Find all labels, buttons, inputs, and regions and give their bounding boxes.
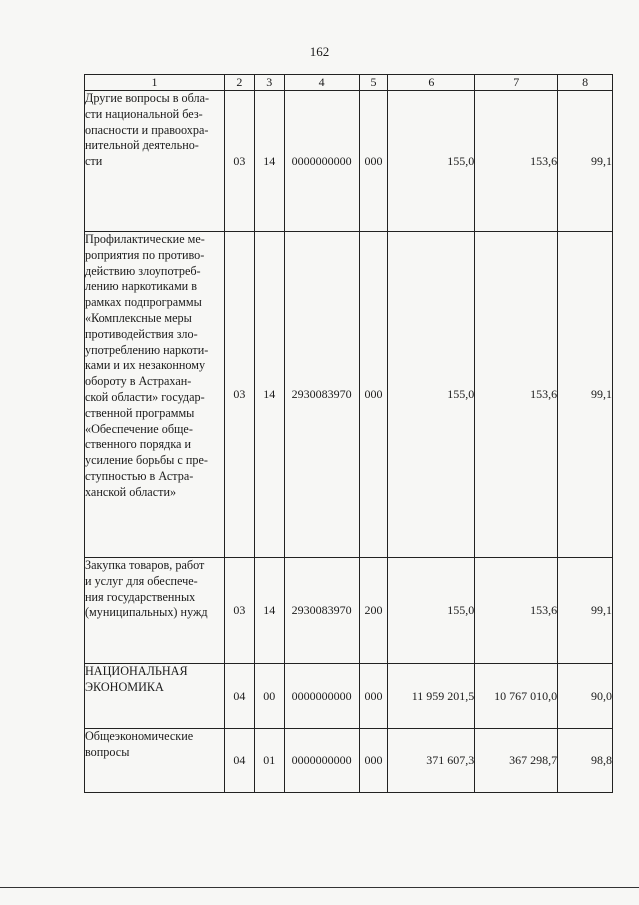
column-header: 1 — [85, 75, 225, 91]
description-line: Профилактические ме- — [85, 232, 205, 246]
description-line: вопросы — [85, 744, 130, 759]
page-number: 162 — [309, 44, 330, 59]
expense-type-code: 200 — [359, 558, 388, 664]
column-number-header-row — [85, 75, 613, 91]
description-line: употреблению наркоти- — [85, 342, 209, 357]
execution-percent: 98,8 — [558, 729, 613, 793]
description-line: рамках подпрограммы — [85, 295, 202, 310]
planned-amount: 371 607,3 — [388, 729, 475, 793]
executed-amount: 153,6 — [475, 91, 558, 232]
description-line: (муниципальных) нужд — [85, 605, 208, 620]
column-header: 7 — [475, 75, 558, 91]
planned-amount: 11 959 201,5 — [388, 664, 475, 729]
target-article-code: 0000000000 — [284, 664, 359, 729]
description-line: ственного порядка и — [85, 437, 192, 452]
table-row — [85, 558, 613, 664]
section-code: 04 — [224, 664, 254, 729]
description-line: действию злоупотреб- — [85, 263, 201, 278]
budget-table — [84, 74, 613, 793]
description-line: противодействия зло- — [85, 326, 198, 341]
description-line: ЭКОНОМИКА — [85, 679, 164, 694]
description-line: нительной деятельно- — [85, 138, 199, 153]
row-description — [85, 664, 225, 729]
subsection-code: 14 — [254, 232, 284, 558]
description-line: обороту в Астрахан- — [85, 374, 192, 389]
row-description — [85, 91, 225, 232]
description-line: ственной программы — [85, 405, 195, 420]
execution-percent: 99,1 — [558, 91, 613, 232]
description-line: ской области» государ- — [85, 389, 205, 404]
section-code: 03 — [224, 558, 254, 664]
planned-amount: 155,0 — [388, 91, 475, 232]
description-line: опасности и правоохра- — [85, 122, 209, 137]
executed-amount: 153,6 — [475, 558, 558, 664]
description-line: НАЦИОНАЛЬНАЯ — [85, 664, 188, 678]
description-line: «Комплексные меры — [85, 310, 192, 325]
description-line: Общеэкономические — [85, 729, 194, 743]
description-line: сти — [85, 154, 103, 169]
target-article-code: 0000000000 — [284, 91, 359, 232]
subsection-code: 00 — [254, 664, 284, 729]
target-article-code: 2930083970 — [284, 232, 359, 558]
description-line: ступностью в Астра- — [85, 468, 194, 483]
subsection-code: 14 — [254, 558, 284, 664]
execution-percent: 90,0 — [558, 664, 613, 729]
description-line: лению наркотиками в — [85, 279, 197, 294]
column-header: 4 — [284, 75, 359, 91]
expense-type-code: 000 — [359, 232, 388, 558]
column-header: 2 — [224, 75, 254, 91]
description-line: «Обеспечение обще- — [85, 421, 193, 436]
expense-type-code: 000 — [359, 664, 388, 729]
description-line: Другие вопросы в обла- — [85, 91, 210, 105]
description-line: ками и их незаконному — [85, 358, 206, 373]
subsection-code: 14 — [254, 91, 284, 232]
section-code: 03 — [224, 91, 254, 232]
execution-percent: 99,1 — [558, 232, 613, 558]
expense-type-code: 000 — [359, 729, 388, 793]
description-line: сти национальной без- — [85, 106, 203, 121]
expense-type-code: 000 — [359, 91, 388, 232]
page-bottom-rule — [0, 887, 639, 888]
table-row — [85, 91, 613, 232]
target-article-code: 0000000000 — [284, 729, 359, 793]
description-line: Закупка товаров, работ — [85, 558, 205, 572]
section-code: 03 — [224, 232, 254, 558]
description-line: ханской области» — [85, 484, 177, 499]
executed-amount: 10 767 010,0 — [475, 664, 558, 729]
description-line: усиление борьбы с пре- — [85, 453, 208, 468]
target-article-code: 2930083970 — [284, 558, 359, 664]
planned-amount: 155,0 — [388, 558, 475, 664]
planned-amount: 155,0 — [388, 232, 475, 558]
execution-percent: 99,1 — [558, 558, 613, 664]
column-header: 8 — [558, 75, 613, 91]
row-description — [85, 232, 225, 558]
column-header: 5 — [359, 75, 388, 91]
section-code: 04 — [224, 729, 254, 793]
executed-amount: 153,6 — [475, 232, 558, 558]
description-line: роприятия по противо- — [85, 247, 205, 262]
table-row — [85, 729, 613, 793]
row-description — [85, 558, 225, 664]
description-line: и услуг для обеспече- — [85, 573, 198, 588]
row-description — [85, 729, 225, 793]
table-row — [85, 664, 613, 729]
column-header: 6 — [388, 75, 475, 91]
executed-amount: 367 298,7 — [475, 729, 558, 793]
table-row — [85, 232, 613, 558]
description-line: ния государственных — [85, 589, 196, 604]
column-header: 3 — [254, 75, 284, 91]
subsection-code: 01 — [254, 729, 284, 793]
